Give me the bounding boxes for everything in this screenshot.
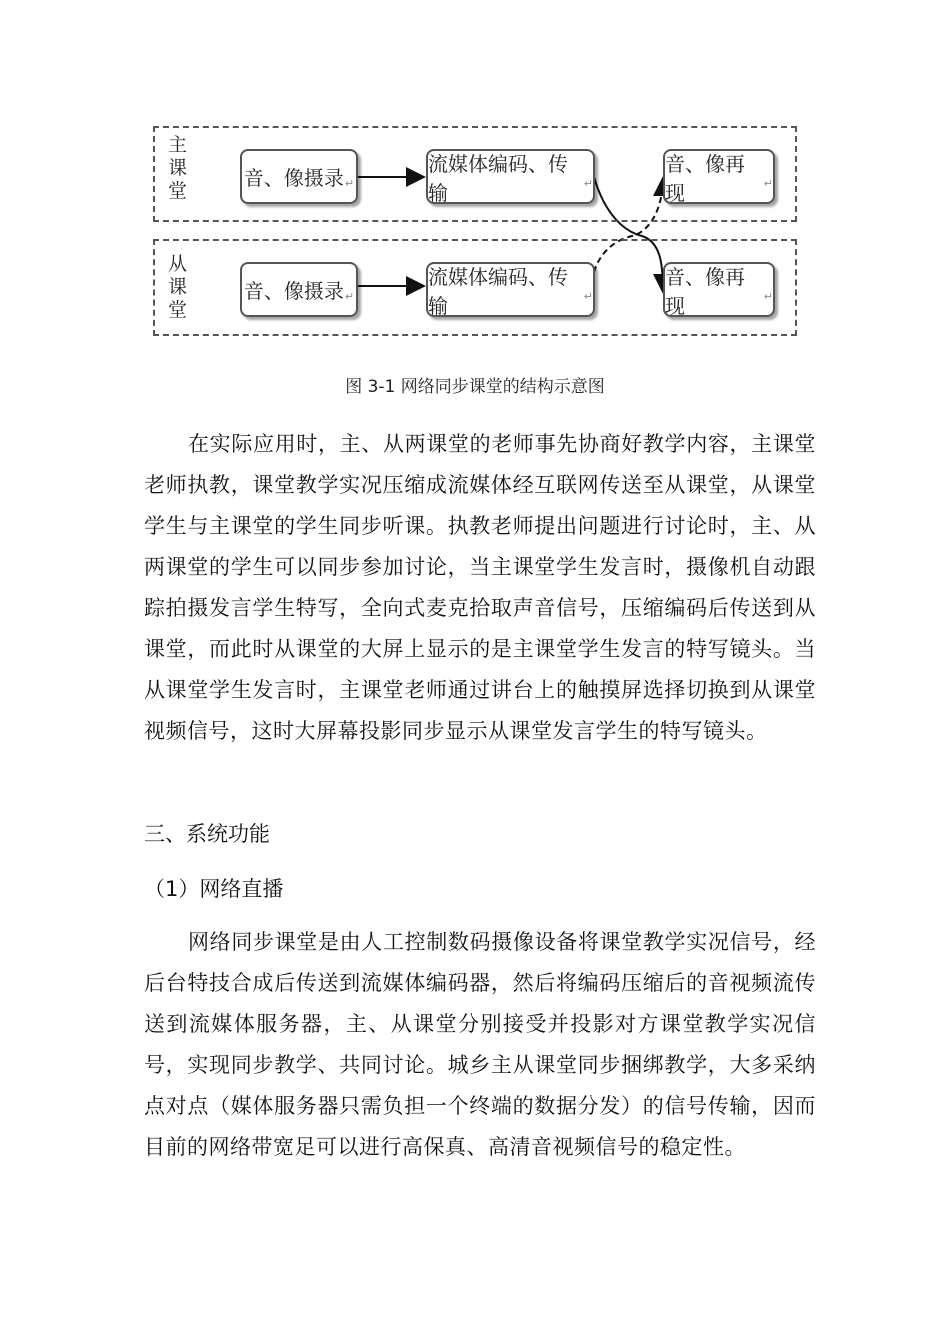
sub-capture-box: 音、像摄录 ↵ <box>240 262 358 317</box>
paragraph-usage: 在实际应用时，主、从两课堂的老师事先协商好教学内容，主课堂老师执教，课堂教学实况压缩成流媒体经互联网传送至从课堂，从课堂学生与主课堂的学生同步听课。执教老师提出问题进行讨论时，主、从两课堂的学生可以同步参加讨论，当主课堂学生发言时，摄像机自动跟踪拍摄发言学生特写，全向式麦克拾取声音信号，压缩编码后传送到从课堂，而此时从课堂的大屏上显示的是主课堂学生发言的特写镜头。当从课堂学生发言时，主课堂老师通过讲台上的触摸屏选择切换到从课堂视频信号，这时大屏幕投影同步显示从课堂发言学生的特写镜头。 <box>144 432 816 743</box>
section-heading-system-functions: 三、系统功能 <box>144 822 270 846</box>
sub-classroom-label: 从 课 堂 <box>168 253 188 321</box>
paragraph-live-broadcast: 网络同步课堂是由人工控制数码摄像设备将课堂教学实况信号，经后台特技合成后传送到流媒体编码器，然后将编码压缩后的音视频流传送到流媒体服务器，主、从课堂分别接受并投影对方课堂教学实况信号，实现同步教学、共同讨论。城乡主从课堂同步捆绑教学，大多采纳点对点（媒体服务器只需负担一个终端的数据分发）的信号传输，因而目前的网络带宽足可以进行高保真、高清音视频信号的稳定性。 <box>144 930 816 1159</box>
sub-playback-box: 音、像再现 ↵ <box>663 262 775 317</box>
main-encode-box: 流媒体编码、传输 ↵ <box>426 149 595 204</box>
main-capture-box: 音、像摄录 ↵ <box>240 149 358 204</box>
subsection-heading-live-broadcast: （1）网络直播 <box>144 877 284 901</box>
main-classroom-label: 主 课 堂 <box>168 134 188 202</box>
main-playback-box: 音、像再现 ↵ <box>663 149 775 204</box>
structure-diagram <box>0 0 950 360</box>
sub-encode-box: 流媒体编码、传输 ↵ <box>426 262 595 317</box>
figure-caption: 图 3-1 网络同步课堂的结构示意图 <box>345 377 605 397</box>
